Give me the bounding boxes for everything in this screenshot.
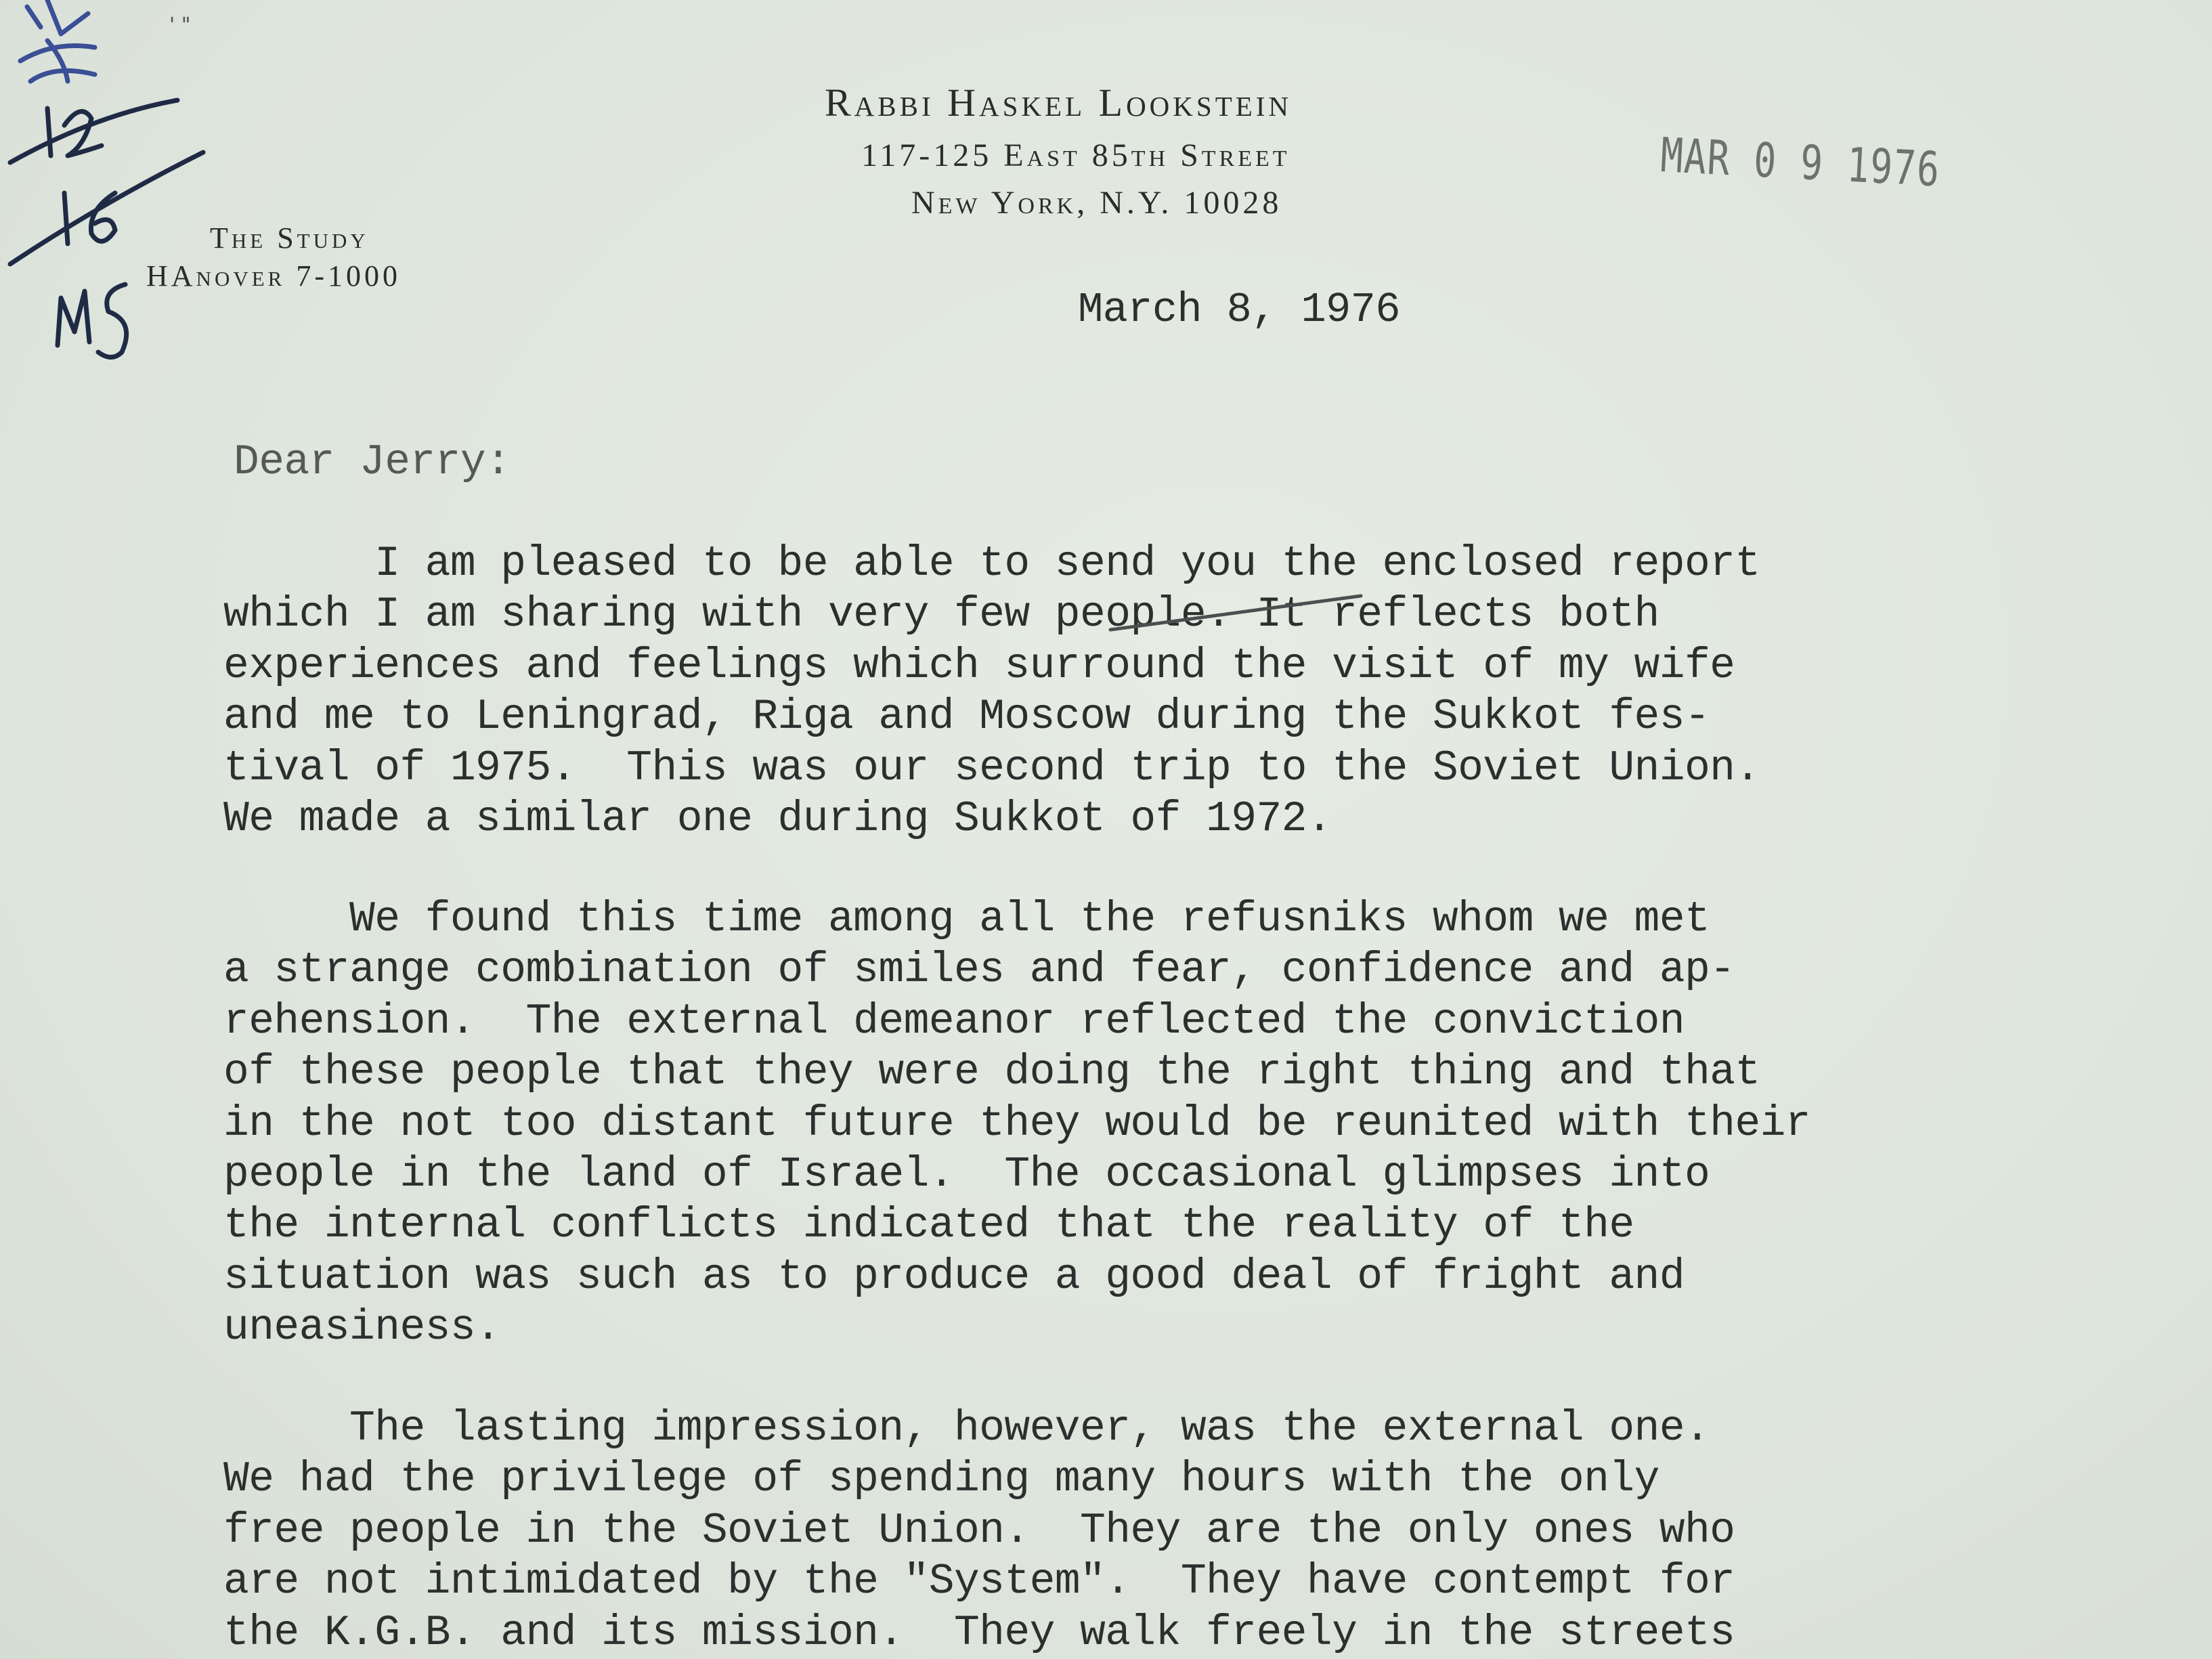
- body-paragraph-3: The lasting impression, however, was the external one. We had the privilege of spending many hours with the only free people in the Soviet Union. They are the only ones who are not intimidated by the "System". They have contempt for the K.G.B. and its mission. They walk freely in the streets: [223, 1404, 1735, 1657]
- corner-tick-marks: ' ": [169, 14, 191, 37]
- letterhead-name: Rabbi Haskel Lookstein: [825, 81, 1293, 125]
- body-paragraph-1: I am pleased to be able to send you the enclosed report which I am sharing with very few people. It reflects both experiences and feelings which surround the visit of my wife and me to Leningrad, Riga and Moscow during the Sukkot fes- tival of 1975. This was our second trip to the Soviet Union. We made a similar one during Sukkot of 1972.: [223, 540, 1760, 844]
- received-date-stamp: MAR 0 9 1976: [1659, 127, 1942, 198]
- study-phone: HAnover 7-1000: [146, 259, 401, 293]
- handwritten-annotations: [0, 0, 284, 366]
- study-label: The Study: [210, 221, 369, 255]
- salutation: Dear Jerry:: [234, 438, 511, 486]
- letterhead-city: New York, N.Y. 10028: [911, 185, 1282, 221]
- letterhead-address: 117-125 East 85th Street: [861, 137, 1291, 173]
- body-paragraph-2: We found this time among all the refusniks whom we met a strange combination of smiles and fear, confidence and ap- rehension. The external demeanor reflected the conviction of these people that they were doing the right thing and that in the not too distant future they would be reunited with their people in the land of Israel. The occasional glimpses into the internal conflicts indicated that the reality of the situation was such as to produce a good deal of fright and uneasiness.: [223, 895, 1810, 1352]
- letter-date: March 8, 1976: [1078, 286, 1400, 334]
